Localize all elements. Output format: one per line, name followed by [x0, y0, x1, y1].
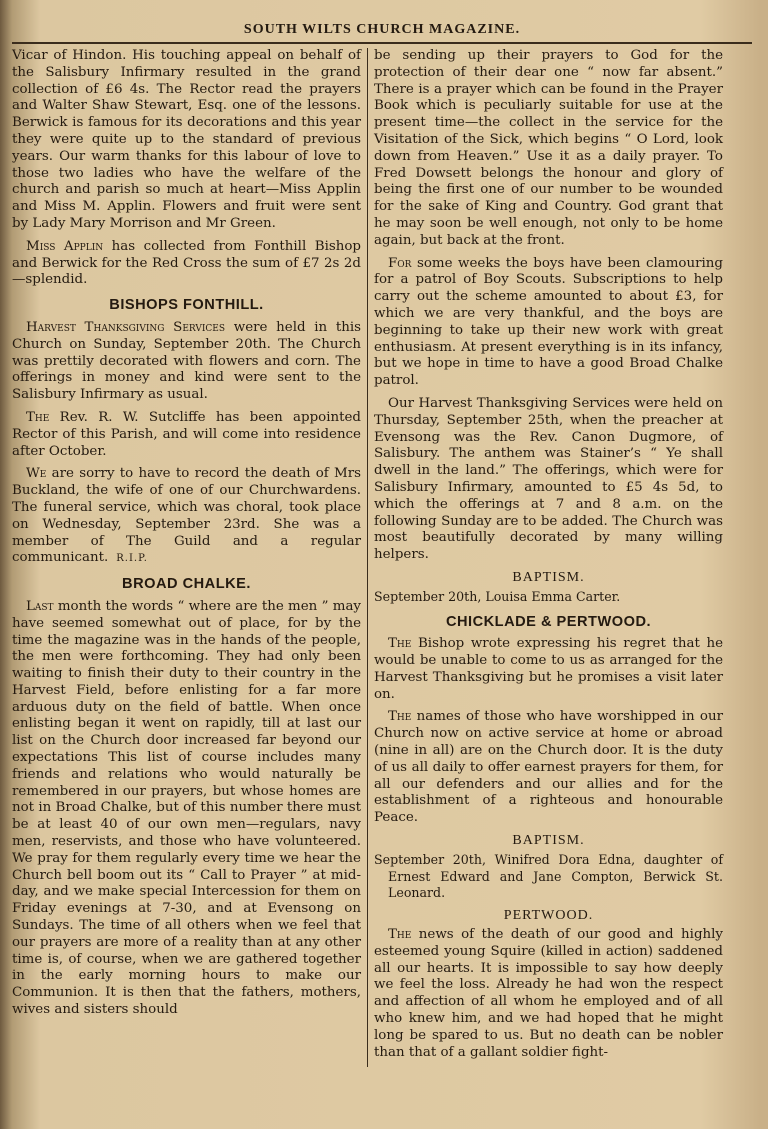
paragraph-text: names of those who have worshipped in our Church now on active service at home or abroad (nine in all) are on the Church door. It is the duty of us all daily to offer earnest prayers for them, for all our defenders and our allies and for the establishment of a righteous and honourable Peace.	[374, 709, 723, 826]
paragraph-text: Rev. R. W. Sutcliffe has been appointed Rector of this Parish, and will come into residence after October.	[12, 409, 361, 459]
columns	[6, 48, 758, 1067]
lead-in: The	[388, 709, 412, 725]
paragraph	[374, 256, 723, 390]
paragraph	[374, 709, 723, 827]
paragraph: be sending up their prayers to God for the protection of their dear one “ now far absent.” There is a prayer which can be found in the Prayer Book which is peculiarly suitable for use at the present time—the collect in the service for the Visitation of the Sick, which begins “ O Lord, look down from Heaven.” Use it as a daily prayer. To Fred Dowsett belongs the honour and glory of being the first one of our number to be wounded for the sake of King and Country. God grant that he may soon be well enough, not only to be home again, but back at the front.	[374, 48, 723, 248]
paragraph-text: are sorry to have to record the death of Mrs Buckland, the wife of one of our Churchwardens. The funeral service, which was choral, took place on Wednesday, September 23rd. She was a member of The Guild and a regular communicant.	[12, 466, 361, 566]
paragraph	[12, 466, 361, 568]
lead-in: The	[388, 927, 412, 943]
paragraph-text: Bishop wrote expressing his regret that he would be unable to come to us as arranged for the Harvest Thanksgiving but he promises a visit later on.	[374, 636, 723, 702]
lead-in: Harvest Thanksgiving Services	[26, 319, 226, 335]
paragraph: Vicar of Hindon. His touching appeal on behalf of the Salisbury Infirmary resulted in the grand collection of £6 4s. The Rector read the prayers and Walter Shaw Stewart, Esq. one of the lessons. Berwick is famous for its decorations and this year they were quite up to the standard of previous years. Our warm thanks for this labour of love to those two ladies who have the welfare of the church and parish so much at heart—Miss Applin and Miss M. Applin. Flowers and fruit were sent by Lady Mary Morrison and Mr Green.	[12, 48, 361, 231]
paragraph-text: some weeks the boys have been clamouring for a patrol of Boy Scouts. Subscriptions to help carry out the scheme amounted to about £3, for which we are very thankful, and the boys are beginning to take up their new work with great enthusiasm. At present everything is in its infancy, but we hope in time to have a good Broad Chalke patrol.	[374, 255, 723, 389]
baptism-heading: BAPTISM.	[512, 569, 585, 585]
paragraph	[12, 239, 361, 289]
paragraph	[12, 320, 361, 404]
right-column	[368, 48, 729, 1067]
lead-in: The	[26, 409, 50, 425]
header-rule	[12, 42, 752, 44]
paragraph	[12, 599, 361, 1019]
paragraph: Our Harvest Thanksgiving Services were held on Thursday, September 25th, when the preacher at Evensong was the Rev. Canon Dugmore, of Salisbury. The anthem was Stainer’s “ Ye shall dwell in the land.” The offerings, which were for Salisbury Infirmary, amounted to £5 4s 5d, to which the offerings at 7 and 8 a.m. on the following Sunday are to be added. The Church was most beautifully decorated by many willing helpers.	[374, 395, 723, 563]
lead-in: For	[388, 255, 412, 271]
paragraph-text: were held in this Church on Sunday, September 20th. The Church was prettily decorated with flowers and corn. The offerings in money and kind were sent to the Salisbury Infirmary as usual.	[12, 319, 361, 403]
paragraph	[374, 927, 723, 1061]
baptism-notice: September 20th, Winifred Dora Edna, daughter of Ernest Edward and Jane Compton, Berwick St. Leonard.	[374, 851, 723, 901]
paragraph-text: has collected from Fonthill Bishop and Berwick for the Red Cross the sum of £7 2s 2d—splendid.	[12, 238, 361, 288]
lead-in: We	[26, 466, 47, 482]
baptism-notice: September 20th, Louisa Emma Carter.	[374, 588, 621, 604]
paragraph	[374, 636, 723, 703]
paragraph-text: news of the death of our good and highly esteemed young Squire (killed in action) saddened all our hearts. It is impossible to say how deeply we feel the loss. Already he had won the respect and affection of all whom he employed and of all who knew him, and we had hoped that he might long be spared to us. But no death can be nobler than that of a gallant soldier fight-	[374, 927, 723, 1060]
lead-in: Last	[26, 598, 54, 614]
baptism-heading: BAPTISM.	[512, 833, 585, 849]
rip-mark: R.I.P.	[116, 553, 148, 565]
section-heading-chicklade-pertwood: CHICKLADE & PERTWOOD.	[445, 613, 652, 630]
section-heading-pertwood: PERTWOOD.	[503, 908, 594, 924]
paragraph-text: month the words “ where are the men ” may have seemed somewhat out of place, for by the time the magazine was in the hands of the people, the men were forthcoming. They had only been waiting to finish their duty to their country in the Harvest Field, before enlisting for a far more arduous duty on the field of battle. When once enlisting began it went on rapidly, till at last our list on the Church door increased far beyond our expectations This list of course includes many friends and relations who would naturally be remembered in our prayers, but whose homes are not in Broad Chalke, but of this number there must be at least 40 of our own men—regulars, navy men, reservists, and those who have volunteered. We pray for them regularly every time we hear the Church bell boom out its “ Call to Prayer ” at mid-day, and we make special Intercession for them on Friday evenings at 7-30, and at Evensong on Sundays. The time of all others when we feel that our prayers are more of a reality than at any other time is, of course, when we are gathered together in the early morning hours to make our Communion. It is then that the fathers, mothers, wives and sisters should	[12, 598, 362, 1018]
lead-in: The	[388, 636, 412, 652]
paragraph	[12, 410, 361, 460]
masthead: SOUTH WILTS CHURCH MAGAZINE.	[243, 22, 521, 37]
section-heading-bishops-fonthill: BISHOPS FONTHILL.	[109, 297, 264, 314]
left-column	[6, 48, 367, 1067]
lead-in: Miss Applin	[26, 238, 104, 254]
section-heading-broad-chalke: BROAD CHALKE.	[122, 576, 251, 593]
